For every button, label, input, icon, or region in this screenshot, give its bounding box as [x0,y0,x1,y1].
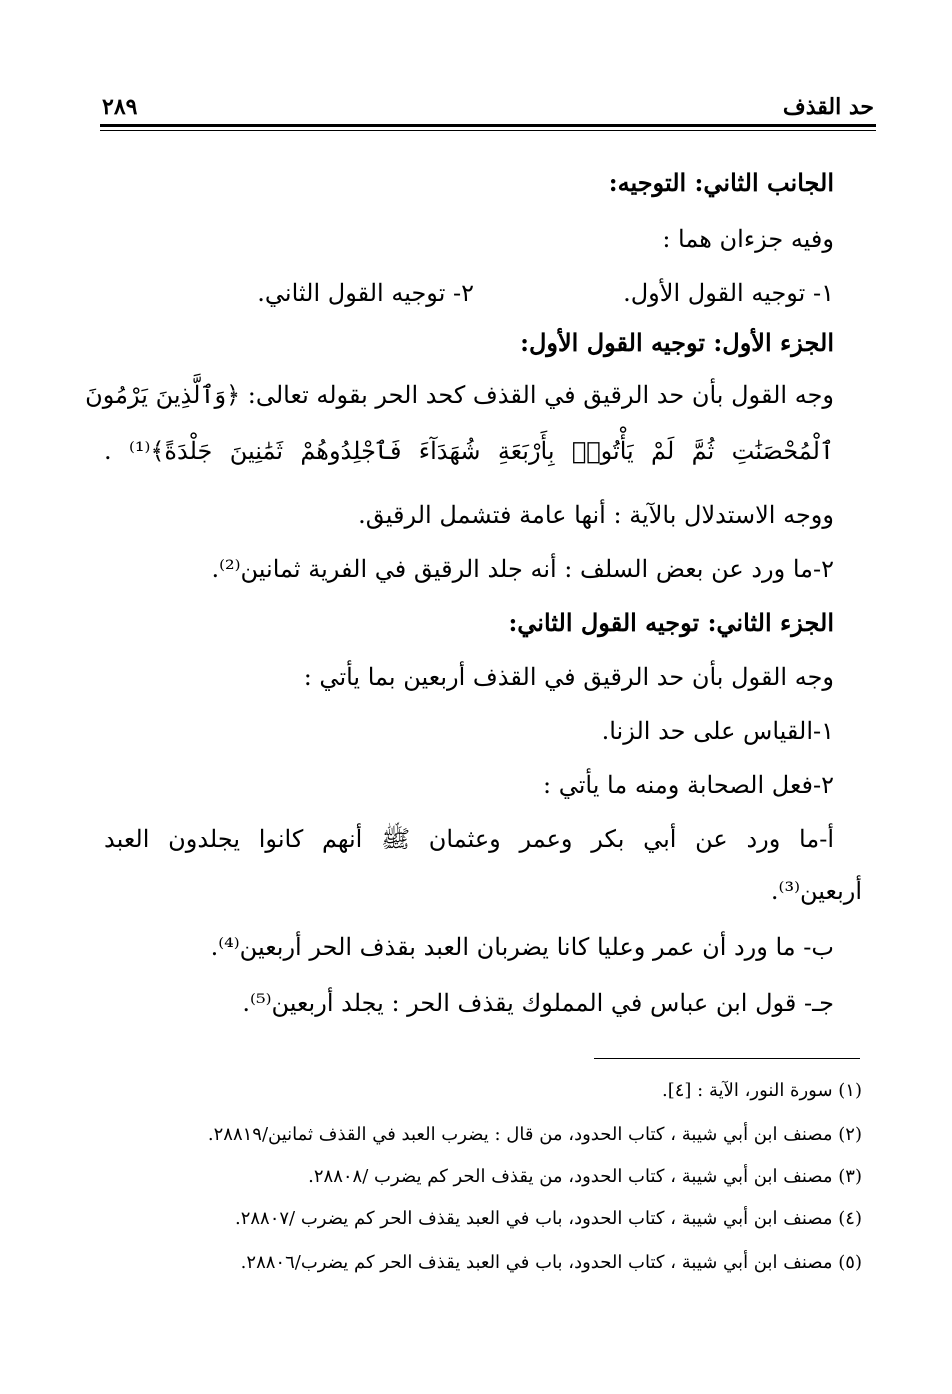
part2-heading: الجزء الثاني: توجيه القول الثاني: [508,608,834,637]
footnote: (٥) مصنف ابن أبي شيبة ، كتاب الحدود، باب في العبد يقذف الحر كم يضرب/٢٨٨٠٦. [240,1252,862,1273]
paragraph-line: أربعين⁽³⁾. [770,877,862,905]
list-item-2: ٢- توجيه القول الثاني. [257,279,474,307]
page-header [100,92,876,122]
paragraph-line: ٢-فعل الصحابة ومنه ما يأتي : [543,771,834,799]
main-heading: الجانب الثاني: التوجيه: [608,168,834,197]
chapter-title: حد القذف [782,94,874,120]
paragraph-line: ١-القياس على حد الزنا. [601,717,834,745]
paragraph-line: وجه القول بأن حد الرقيق في القذف كحد الحر بقوله تعالى: ﴿وَٱلَّذِينَ يَرْمُونَ [85,381,834,409]
footnote: (٤) مصنف ابن أبي شيبة ، كتاب الحدود، باب في العبد يقذف الحر كم يضرب /٢٨٨٠٧. [234,1208,862,1229]
paragraph-line: ٢-ما ورد عن بعض السلف : أنه جلد الرقيق في الفرية ثمانين⁽²⁾. [211,555,834,583]
list-item-1: ١- توجيه القول الأول. [623,279,834,307]
intro-line: وفيه جزءان هما : [662,225,834,253]
paragraph-line: وجه القول بأن حد الرقيق في القذف أربعين بما يأتي : [303,663,834,691]
paragraph-line: ب- ما ورد أن عمر وعليا كانا يضربان العبد بقذف الحر أربعين⁽⁴⁾. [210,933,834,961]
header-rule-thin [100,130,876,131]
footnote: (٢) مصنف ابن أبي شيبة ، كتاب الحدود، من قال : يضرب العبد في القذف ثمانين/٢٨٨١٩. [207,1124,862,1145]
footnote: (٣) مصنف ابن أبي شيبة ، كتاب الحدود، من يقذف الحر كم يضرب /٢٨٨٠٨. [308,1166,862,1187]
paragraph-line: جـ- قول ابن عباس في المملوك يقذف الحر : يجلد أربعين⁽⁵⁾. [242,989,834,1017]
footnote-separator [594,1058,860,1059]
paragraph-line: ووجه الاستدلال بالآية : أنها عامة فتشمل الرقيق. [358,501,834,529]
page-number: ٢٨٩ [102,94,138,120]
footnote: (١) سورة النور، الآية : [٤]. [662,1080,862,1101]
quran-verse-line: ٱلْمُحْصَنَٰتِ ثُمَّ لَمْ يَأْتُوا۟ بِأَرْبَعَةِ شُهَدَآءَ فَٱجْلِدُوهُمْ ثَمَٰنِينَ جَلْدَةً﴾⁽¹⁾ . [104,437,834,465]
part1-heading: الجزء الأول: توجيه القول الأول: [520,328,834,357]
paragraph-line: أ-ما ورد عن أبي بكر وعمر وعثمان ﷺ أنهم كانوا يجلدون العبد [104,825,834,853]
header-rule-thick [100,124,876,127]
